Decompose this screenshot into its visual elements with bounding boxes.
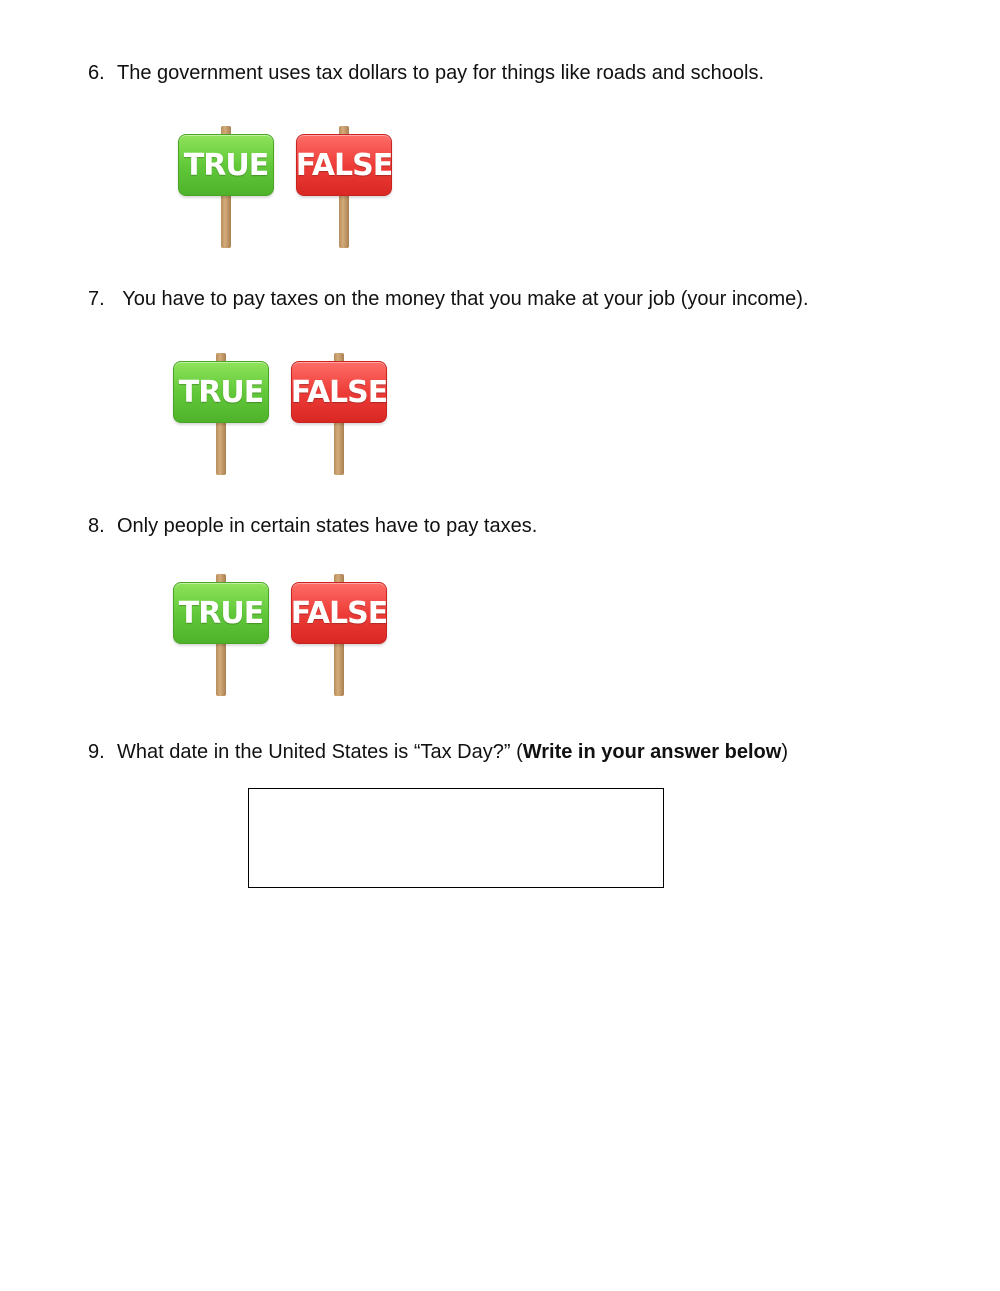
true-sign-label: TRUE: [173, 361, 269, 423]
true-sign-label: TRUE: [173, 582, 269, 644]
question-number: 8.: [88, 515, 105, 537]
question-number: 7.: [88, 288, 105, 310]
question-7: [88, 287, 809, 311]
question-6: [88, 61, 764, 85]
false-sign-label: FALSE: [291, 361, 387, 423]
tax-day-answer-input[interactable]: [248, 788, 664, 888]
question-text-end: ): [781, 741, 788, 763]
false-sign-button-q8[interactable]: [291, 574, 387, 696]
false-sign-label: FALSE: [296, 134, 392, 196]
question-text: You have to pay taxes on the money that you make at your job (your income).: [117, 288, 809, 310]
true-sign-label: TRUE: [178, 134, 274, 196]
true-sign-button-q6[interactable]: [178, 126, 274, 248]
question-number: 9.: [88, 741, 105, 763]
question-instruction: Write in your answer below: [522, 741, 782, 763]
true-sign-button-q7[interactable]: [173, 353, 269, 475]
question-text: What date in the United States is “Tax Day?” (: [117, 741, 523, 763]
question-9: [88, 740, 788, 764]
question-8: [88, 514, 537, 538]
false-sign-label: FALSE: [291, 582, 387, 644]
true-sign-button-q8[interactable]: [173, 574, 269, 696]
false-sign-button-q6[interactable]: [296, 126, 392, 248]
question-text: Only people in certain states have to pay taxes.: [117, 515, 538, 537]
question-text: The government uses tax dollars to pay for things like roads and schools.: [117, 62, 765, 84]
question-number: 6.: [88, 62, 105, 84]
false-sign-button-q7[interactable]: [291, 353, 387, 475]
